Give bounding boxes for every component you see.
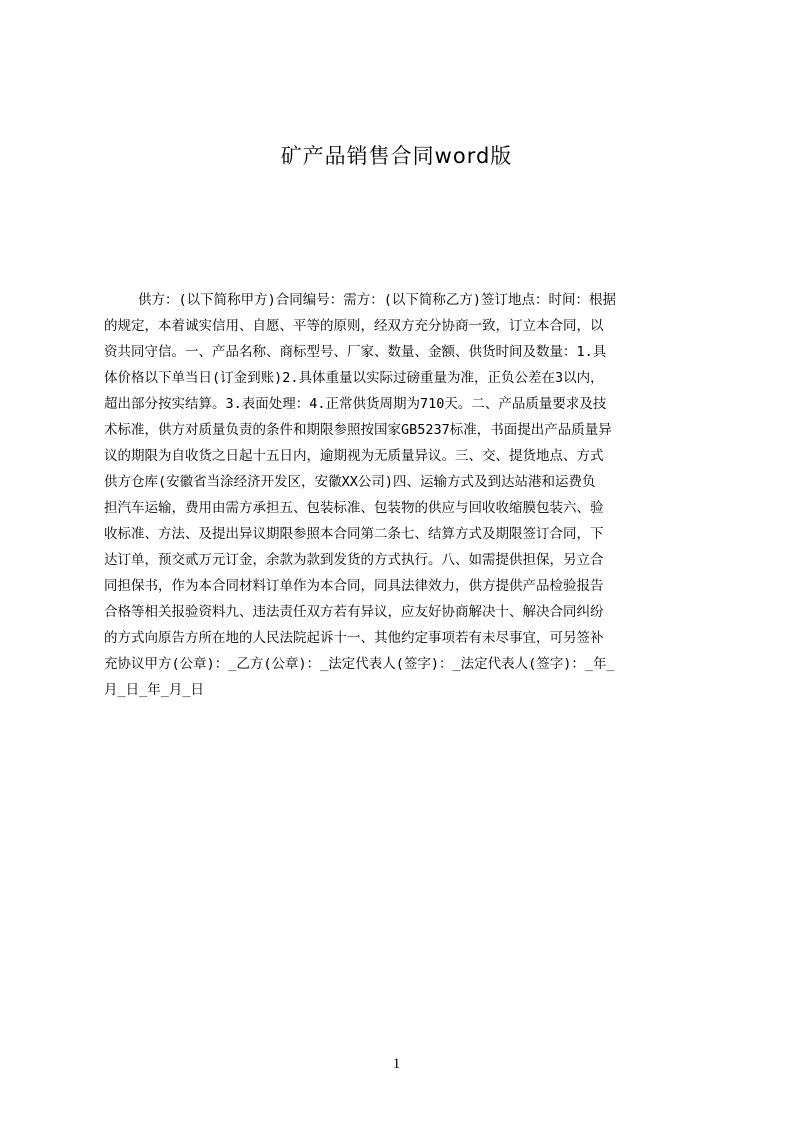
body-line-8: 供方仓库(安徽省当涂经济开发区，安徽XX公司)四、运输方式及到达站港和运费负 — [104, 474, 596, 490]
body-line-3: 资共同守信。一、产品名称、商标型号、厂家、数量、金额、供货时间及数量：1.具 — [104, 344, 607, 360]
body-line-1: 供方：(以下简称甲方)合同编号：需方：(以下简称乙方)签订地点：时间：根据 — [138, 292, 617, 308]
body-line-10: 收标准、方法、及提出异议期限参照本合同第二条七、结算方式及期限签订合同，下 — [104, 526, 604, 542]
body-line-11: 达订单，预交贰万元订金，余款为款到发货的方式执行。八、如需提供担保，另立合 — [104, 552, 604, 568]
contract-body — [104, 287, 699, 703]
body-line-7: 议的期限为自收货之日起十五日内，逾期视为无质量异议。三、交、提货地点、方式 — [104, 448, 604, 464]
body-line-2: 的规定，本着诚实信用、自愿、平等的原则，经双方充分协商一致，订立本合同，以 — [104, 318, 604, 334]
body-line-15: 充协议甲方(公章)：_乙方(公章)：_法定代表人(签字)：_法定代表人(签字)：_年_ — [104, 656, 615, 672]
document-title: 矿产品销售合同word版 — [280, 144, 513, 168]
body-line-5: 超出部分按实结算。3.表面处理：4.正常供货周期为710天。二、产品质量要求及技 — [104, 396, 607, 412]
body-line-16: 月_日_年_月_日 — [104, 682, 205, 698]
body-line-14: 的方式向原告方所在地的人民法院起诉十一、其他约定事项若有未尽事宜，可另签补 — [104, 630, 604, 646]
body-line-13: 合格等相关报验资料九、违法责任双方若有异议，应友好协商解决十、解决合同纠纷 — [104, 604, 604, 620]
body-line-6: 术标准，供方对质量负责的条件和期限参照按国家GB5237标准，书面提出产品质量异 — [104, 422, 612, 438]
body-line-12: 同担保书，作为本合同材料订单作为本合同，同具法律效力，供方提供产品检验报告 — [104, 578, 604, 594]
body-line-4: 体价格以下单当日(订金到账)2.具体重量以实际过磅重量为准，正负公差在3以内， — [104, 370, 604, 386]
body-line-9: 担汽车运输，费用由需方承担五、包装标准、包装物的供应与回收收缩膜包装六、验 — [104, 500, 604, 516]
page-number: 1 — [392, 1056, 401, 1072]
